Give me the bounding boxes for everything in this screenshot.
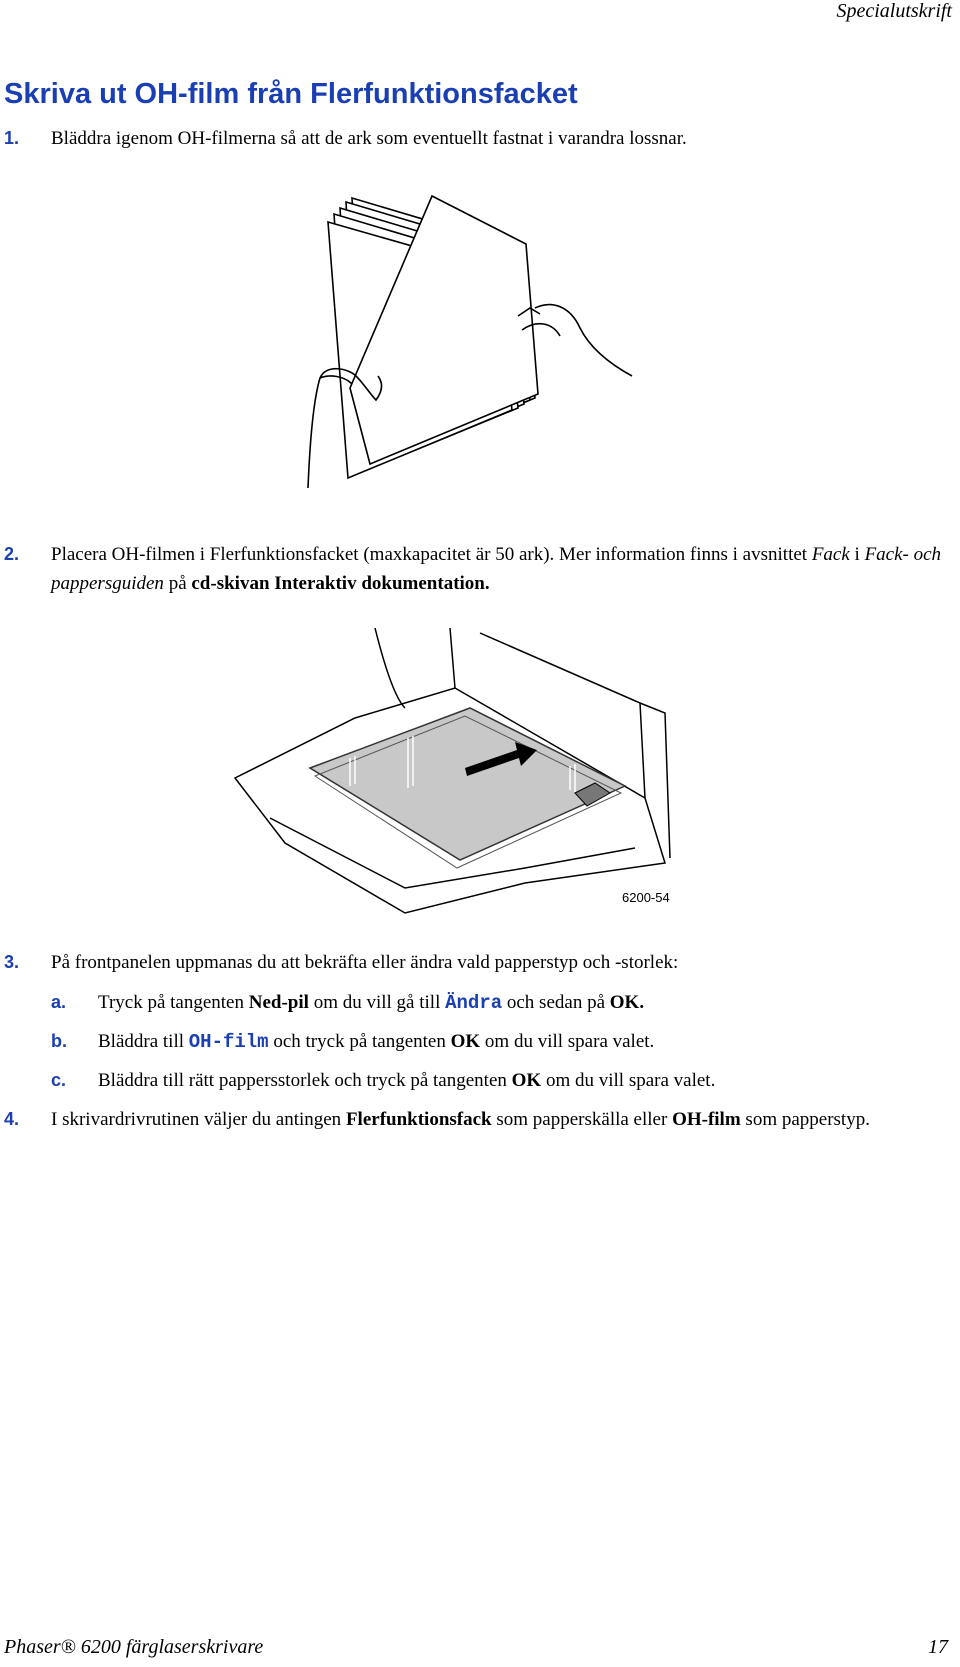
bold-text: Ned-pil <box>248 992 309 1013</box>
emphasis-text: Fack- och pappersguiden <box>51 544 942 594</box>
text-run: i <box>849 544 865 565</box>
text-run: Tryck på tangenten <box>98 992 249 1013</box>
step-4 <box>4 1105 954 1134</box>
step-3a <box>51 988 951 1018</box>
bold-text: cd-skivan Interaktiv dokumentation. <box>191 573 490 594</box>
display-text: Ändra <box>445 992 503 1014</box>
bold-text: OK <box>511 1070 542 1091</box>
figure-label: 6200-54 <box>622 890 670 905</box>
substep-text <box>98 988 951 1018</box>
step-number: 2. <box>4 544 20 564</box>
step-number: 4. <box>4 1109 20 1129</box>
text-run: och tryck på tangenten <box>268 1031 451 1052</box>
bold-text: Flerfunktionsfack <box>345 1109 492 1130</box>
step-text: På frontpanelen uppmanas du att bekräfta eller ändra vald papperstyp och -storlek: <box>51 952 679 973</box>
bold-text: OH-film <box>672 1109 741 1130</box>
step-text: Bläddra igenom OH-filmerna så att de ark som eventuellt fastnat i varandra lossnar. <box>51 128 687 149</box>
tray-loading-illustration <box>225 628 680 918</box>
text-run: Bläddra till <box>98 1031 189 1052</box>
text-run: och sedan på <box>502 992 610 1013</box>
display-text: OH-film <box>188 1031 269 1053</box>
text-run: som papperskälla eller <box>491 1109 673 1130</box>
substep-letter: c. <box>51 1070 67 1090</box>
step-2 <box>4 540 954 598</box>
substep-letter: a. <box>51 992 67 1012</box>
text-run: Placera OH-filmen i Flerfunktionsfacket (maxkapacitet är 50 ark). Mer information finns i avsnittet <box>51 544 812 565</box>
substep-text <box>98 1027 951 1057</box>
text-run: om du vill spara valet. <box>480 1031 655 1052</box>
running-header: Specialutskrift <box>836 0 952 22</box>
text-run: Bläddra till rätt pappersstorlek och tryck på tangenten <box>98 1070 512 1091</box>
footer-product: Phaser® 6200 färglaserskrivare <box>4 1636 264 1658</box>
step-1 <box>4 124 954 153</box>
text-run: som papperstyp. <box>740 1109 870 1130</box>
substep-text <box>98 1066 951 1095</box>
page-title: Skriva ut OH-film från Flerfunktionsfacket <box>4 78 578 110</box>
substep-letter: b. <box>51 1031 67 1051</box>
step-number: 1. <box>4 128 20 148</box>
step-number: 3. <box>4 952 20 972</box>
text-run: I skrivardrivrutinen väljer du antingen <box>51 1109 346 1130</box>
page-number: 17 <box>928 1636 948 1658</box>
step-text <box>51 540 954 598</box>
fanning-sheets-illustration <box>290 188 640 498</box>
step-3 <box>4 948 954 977</box>
emphasis-text: Fack <box>811 544 850 565</box>
text-run: på <box>163 573 192 594</box>
step-3b <box>51 1027 951 1057</box>
step-3c <box>51 1066 951 1095</box>
text-run: om du vill spara valet. <box>541 1070 716 1091</box>
step-text <box>51 1105 954 1134</box>
bold-text: OK. <box>609 992 645 1013</box>
text-run: om du vill gå till <box>308 992 446 1013</box>
bold-text: OK <box>450 1031 481 1052</box>
